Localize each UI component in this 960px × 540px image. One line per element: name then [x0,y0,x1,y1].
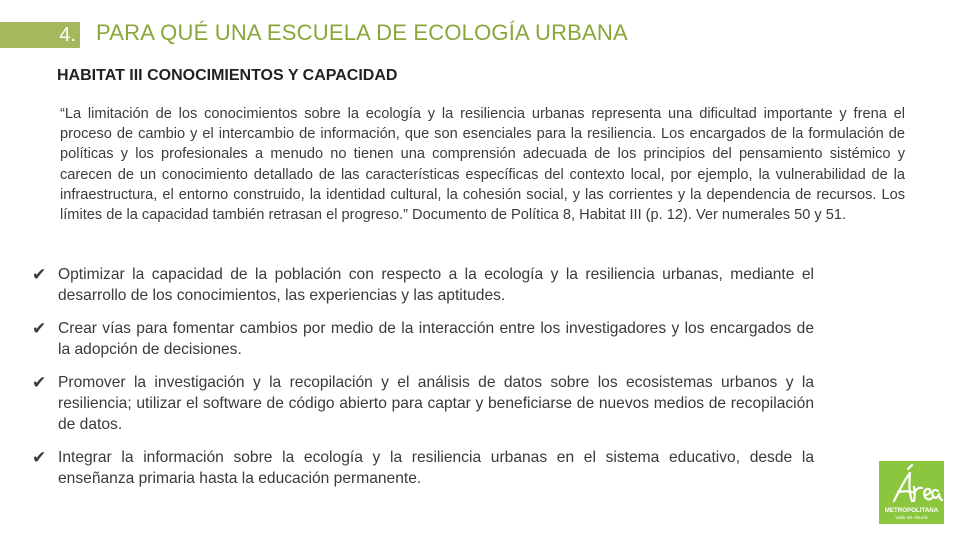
bullet-text: Crear vías para fomentar cambios por medio de la interacción entre los investigadores y los encargados de la adopción de decisiones. [58,319,814,359]
check-mark-icon: ✔ [32,265,47,284]
check-mark-icon: ✔ [32,372,47,392]
section-number: 4. [59,24,76,46]
area-metropolitana-logo [879,461,944,524]
bullet-list [32,264,814,490]
bullet-text: Optimizar la capacidad de la población con respecto a la ecología y la resiliencia urbanas, mediante el desarrollo de los conocimientos, las experiencias y las aptitudes. [58,266,814,305]
bullet-item [32,264,814,307]
bullet-text: Promover la investigación y la recopilación y el análisis de datos sobre los ecosistemas urbanos y la resiliencia; utilizar el software de código abierto para captar y beneficiarse de nuevos medios de recopilación de datos. [58,373,814,434]
logo-line2: Valle de Aburrá [895,516,928,521]
bullet-item [32,447,814,490]
bullet-item [32,372,814,436]
logo-mark [879,461,944,524]
page-title: PARA QUÉ UNA ESCUELA DE ECOLOGÍA URBANA [96,20,628,45]
section-number-tab [0,22,80,48]
quote-paragraph: “La limitación de los conocimientos sobre la ecología y la resiliencia urbanas representa una dificultad importante y frena el proceso de cambio y el intercambio de información, que son esenciales para la resiliencia. Los encargados de la formulación de políticas y los profesionales a menudo no tienen una comprensión adecuada de los principios del pensamiento sistémico y carecen de un conocimiento detallado de las características específicas del contexto local, por ejemplo, la vulnerabilidad de la infraestructura, el entorno construido, la identidad cultural, la cohesión social, y las corrientes y la dependencia de recursos. Los límites de la capacidad también retrasan el progreso.” Documento de Política 8, Habitat III (p. 12). Ver numerales 50 y 51. [60,106,905,224]
check-mark-icon: ✔ [32,447,47,467]
bullet-text: Integrar la información sobre la ecología y la resiliencia urbanas en el sistema educativo, desde la enseñanza primaria hasta la educación permanente. [58,448,814,488]
section-subtitle: HABITAT III CONOCIMIENTOS Y CAPACIDAD [57,67,398,84]
logo-line1: METROPOLITANA [884,507,939,514]
bullet-item [32,318,814,361]
check-mark-icon: ✔ [32,318,47,338]
